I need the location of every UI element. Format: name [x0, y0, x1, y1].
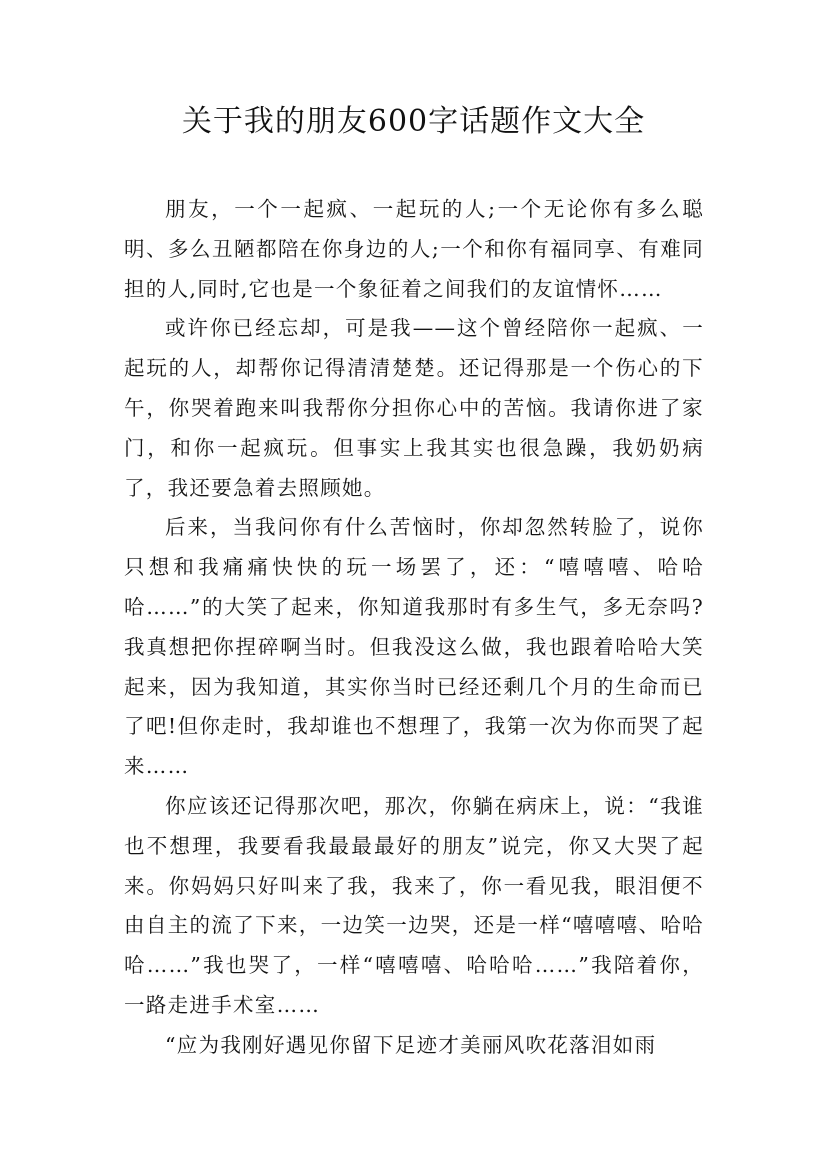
document-body — [124, 190, 704, 1066]
paragraph-5: “应为我刚好遇见你留下足迹才美丽风吹花落泪如雨 — [165, 1032, 657, 1057]
paragraph-1: 朋友，一个一起疯、一起玩的人;一个无论你有多么聪明、多么丑陋都陪在你身边的人;一个和你有福同享、有难同担的人,同时,它也是一个象征着之间我们的友谊情怀…… — [124, 197, 704, 301]
document-title: 关于我的朋友600字话题作文大全 — [181, 104, 646, 139]
paragraph-2: 或许你已经忘却，可是我——这个曾经陪你一起疯、一起玩的人，却帮你记得清清楚楚。还记得那是一个伤心的下午，你哭着跑来叫我帮你分担你心中的苦恼。我请你进了家门，和你一起疯玩。但事实上我其实也很急躁，我奶奶病了，我还要急着去照顾她。 — [124, 316, 704, 500]
paragraph-3: 后来，当我问你有什么苦恼时，你却忽然转脸了，说你只想和我痛痛快快的玩一场罢了，还：“嘻嘻嘻、哈哈哈……”的大笑了起来，你知道我那时有多生气，多无奈吗?我真想把你捏碎啊当时。但我没这么做，我也跟着哈哈大笑起来，因为我知道，其实你当时已经还剩几个月的生命而已了吧!但你走时，我却谁也不想理了，我第一次为你而哭了起来…… — [124, 515, 704, 779]
paragraph-4: 你应该还记得那次吧，那次，你躺在病床上，说：“我谁也不想理，我要看我最最最好的朋友”说完，你又大哭了起来。你妈妈只好叫来了我，我来了，你一看见我，眼泪便不由自主的流了下来，一边笑一边哭，还是一样“嘻嘻嘻、哈哈哈……”我也哭了，一样“嘻嘻嘻、哈哈哈……”我陪着你，一路走进手术室…… — [124, 793, 704, 1017]
